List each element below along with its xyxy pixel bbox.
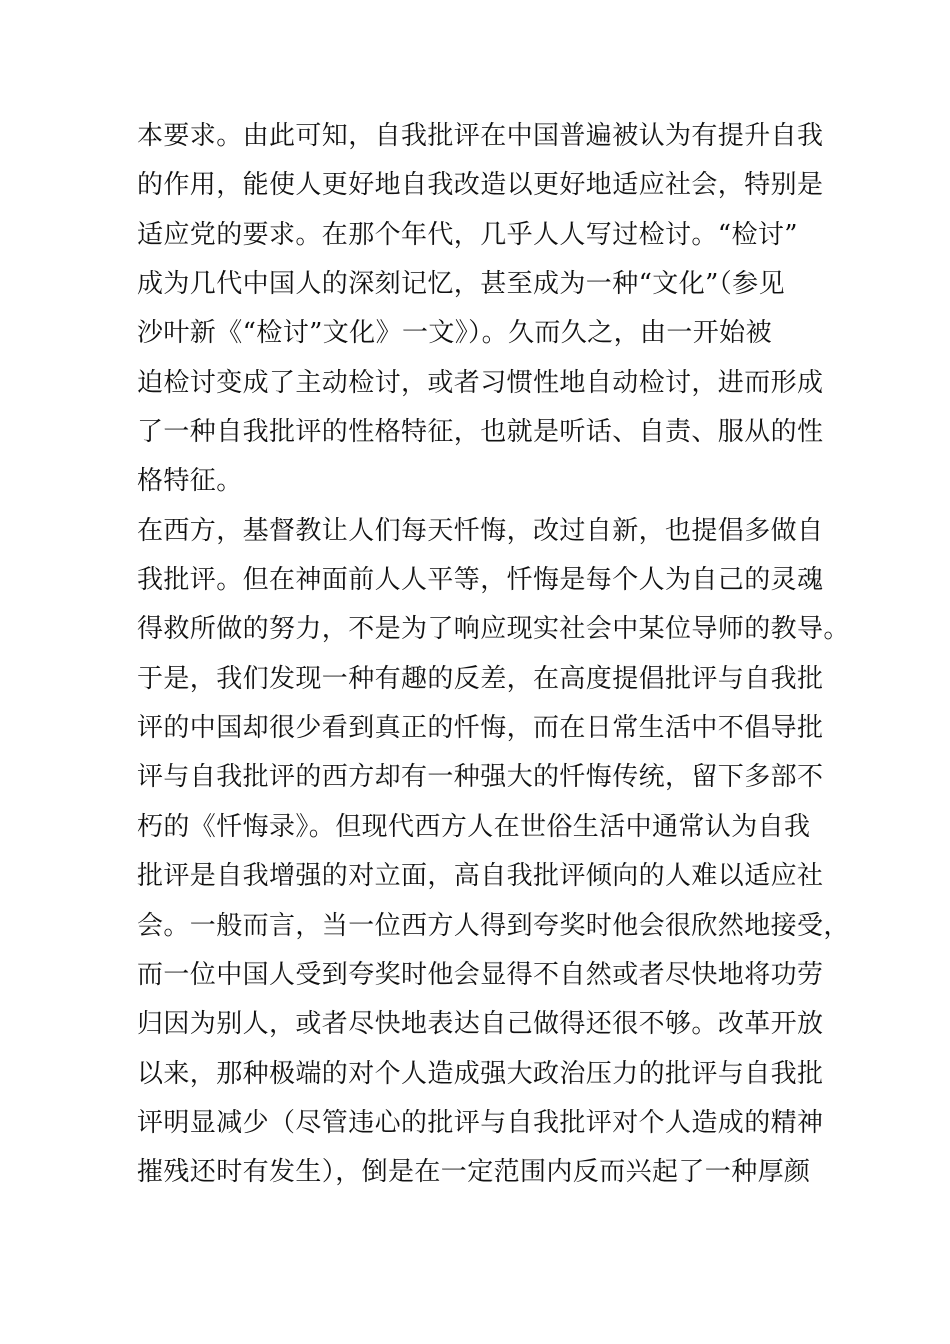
text-line-19: 归因为别人，或者尽快地表达自己做得还很不够。改革开放 bbox=[137, 1009, 824, 1040]
text-line-18: 而一位中国人受到夸奖时他会显得不自然或者尽快地将功劳 bbox=[137, 959, 824, 990]
text-line-12: 于是，我们发现一种有趣的反差，在高度提倡批评与自我批 bbox=[137, 663, 824, 694]
text-line-1: 本要求。由此可知，自我批评在中国普遍被认为有提升自我 bbox=[137, 121, 824, 151]
text-line-14: 评与自我批评的西方却有一种强大的忏悔传统，留下多部不 bbox=[137, 762, 824, 793]
text-line-21: 评明显减少（尽管违心的批评与自我批评对个人造成的精神 bbox=[137, 1107, 824, 1138]
text-line-5: 沙叶新《“检讨”文化》一文》）。久而久之，由一开始被 bbox=[137, 318, 772, 349]
text-line-8: 格特征。 bbox=[137, 466, 243, 497]
text-line-3: 适应党的要求。在那个年代，几乎人人写过检讨。“检讨” bbox=[137, 219, 798, 250]
text-line-11: 得救所做的努力，不是为了响应现实社会中某位导师的教导。 bbox=[137, 614, 850, 645]
text-line-22: 摧残还时有发生），倒是在一定范围内反而兴起了一种厚颜 bbox=[137, 1157, 811, 1188]
body-text bbox=[137, 112, 850, 1198]
text-line-17: 会。一般而言，当一位西方人得到夸奖时他会很欣然地接受， bbox=[137, 910, 850, 941]
text-line-4: 成为几代中国人的深刻记忆，甚至成为一种“文化”（参见 bbox=[137, 269, 785, 300]
text-line-20: 以来，那种极端的对个人造成强大政治压力的批评与自我批 bbox=[137, 1058, 824, 1089]
text-line-9: 在西方，基督教让人们每天忏悔，改过自新，也提倡多做自 bbox=[137, 515, 824, 546]
text-line-7: 了一种自我批评的性格特征，也就是听话、自责、服从的性 bbox=[137, 417, 824, 448]
text-line-15: 朽的《忏悔录》。但现代西方人在世俗生活中通常认为自我 bbox=[137, 811, 811, 842]
text-line-2: 的作用，能使人更好地自我改造以更好地适应社会，特别是 bbox=[137, 170, 824, 201]
text-line-10: 我批评。但在神面前人人平等，忏悔是每个人为自己的灵魂 bbox=[137, 565, 824, 596]
text-line-6: 迫检讨变成了主动检讨，或者习惯性地自动检讨，进而形成 bbox=[137, 367, 824, 398]
text-line-13: 评的中国却很少看到真正的忏悔，而在日常生活中不倡导批 bbox=[137, 713, 824, 744]
text-line-16: 批评是自我增强的对立面，高自我批评倾向的人难以适应社 bbox=[137, 861, 824, 892]
